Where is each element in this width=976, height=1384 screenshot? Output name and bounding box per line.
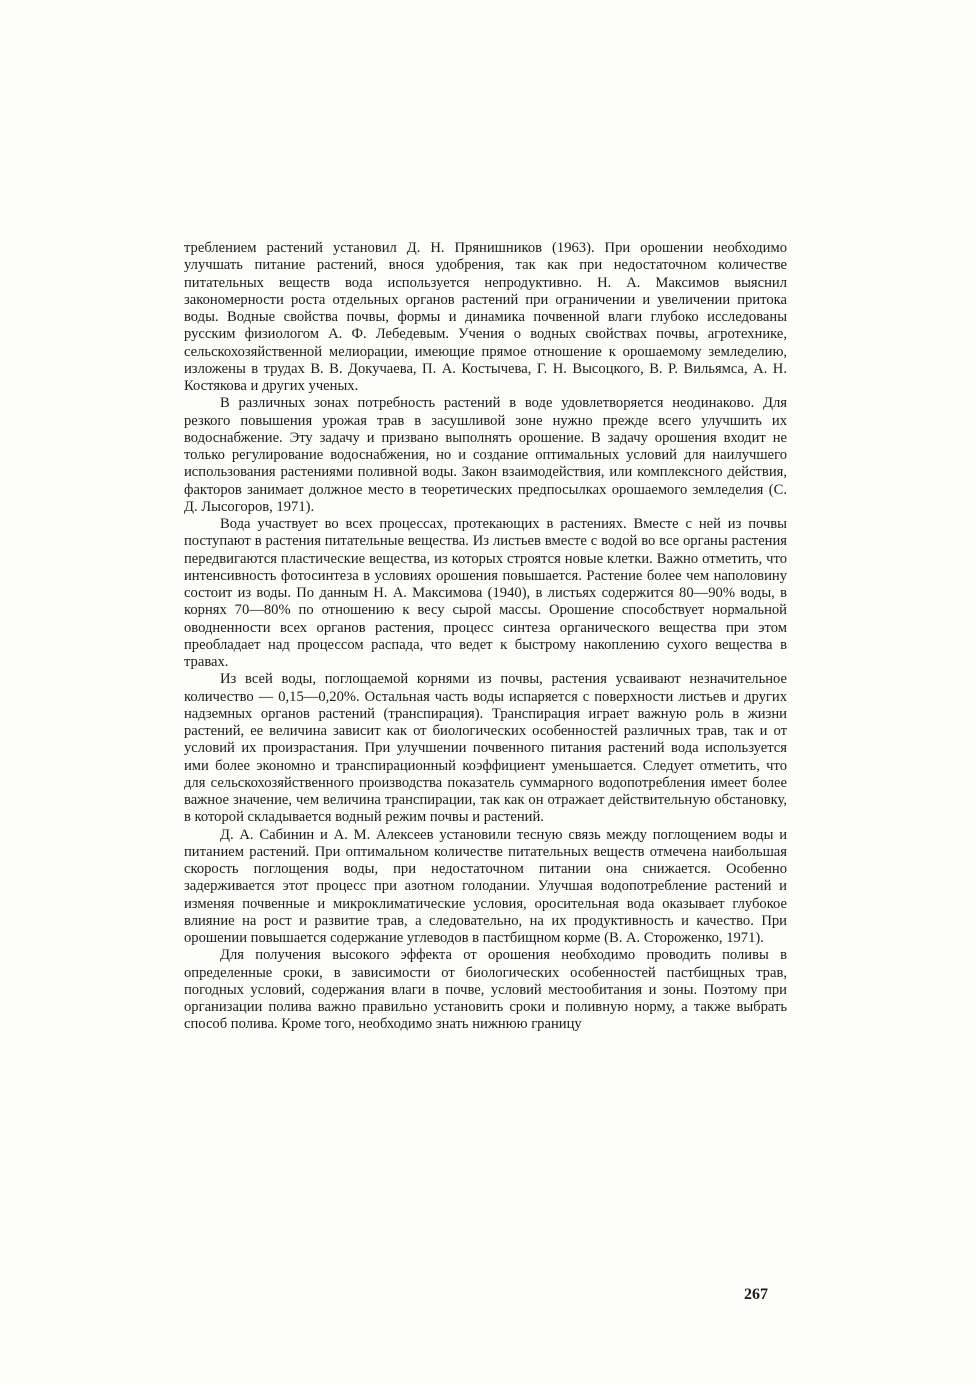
paragraph-1: треблением растений установил Д. Н. Прянишников (1963). При орошении необходимо улучшать питание растений, внося удобрения, так как при недостаточном количестве питательных веществ вода используется непродуктивно. Н. А. Максимов выяснил закономерности роста отдельных органов растений при ограничении и увеличении притока воды. Водные свойства почвы, формы и динамика почвенной влаги глубоко исследованы русским физиологом А. Ф. Лебедевым. Учения о водных свойствах почвы, агротехнике, сельскохозяйственной мелиорации, имеющие прямое отношение к орошаемому земледелию, изложены в трудах В. В. Докучаева, П. А. Костычева, Г. Н. Высоцкого, В. Р. Вильямса, А. Н. Костякова и других ученых. xyxy=(184,240,787,394)
body-text xyxy=(184,240,787,1034)
paragraph-4: Из всей воды, поглощаемой корнями из почвы, растения усваивают незначительное количество — 0,15—0,20%. Остальная часть воды испаряется с поверхности листьев и других надземных органов растений (транспирация). Транспирация играет важную роль в жизни растений, ее величина зависит как от биологических особенностей различных трав, так и от условий их произрастания. При улучшении почвенного питания растений вода используется ими более экономно и транспирационный коэффициент уменьшается. Следует отметить, что для сельскохозяйственного производства показатель суммарного водопотребления имеет более важное значение, чем величина транспирации, так как он отражает действительную обстановку, в которой складывается водный режим почвы и растений. xyxy=(184,671,787,826)
paragraph-5: Д. А. Сабинин и А. М. Алексеев установили тесную связь между поглощением воды и питанием растений. При оптимальном количестве питательных веществ отмечена наибольшая скорость поглощения воды, при недостаточном питании она снижается. Особенно задерживается этот процесс при азотном голодании. Улучшая водопотребление растений и изменяя почвенные и микроклиматические условия, оросительная вода оказывает глубокое влияние на рост и развитие трав, а следовательно, на их продуктивность и качество. При орошении повышается содержание углеводов в пастбищном корме (В. А. Стороженко, 1971). xyxy=(184,826,787,946)
paragraph-3: Вода участвует во всех процессах, протекающих в растениях. Вместе с ней из почвы поступают в растения питательные вещества. Из листьев вместе с водой во все органы растения передвигаются пластические вещества, из которых строятся новые клетки. Важно отметить, что интенсивность фотосинтеза в условиях орошения повышается. Растение более чем наполовину состоит из воды. По данным Н. А. Максимова (1940), в листьях содержится 80—90% воды, в корнях 70—80% по отношению к весу сырой массы. Орошение способствует нормальной оводненности всех органов растения, процесс синтеза органического вещества при этом преобладает над процессом распада, что ведет к быстрому накоплению сухого вещества в травах. xyxy=(184,516,787,670)
paragraph-2: В различных зонах потребность растений в воде удовлетворяется неодинаково. Для резкого повышения урожая трав в засушливой зоне нужно прежде всего улучшить их водоснабжение. Эту задачу и призвано выполнять орошение. В задачу орошения входит не только регулирование водоснабжения, но и создание оптимальных условий для наилучшего использования растениями поливной воды. Закон взаимодействия, или комплексного действия, факторов занимает должное место в теоретических предпосылках орошаемого земледелия (С. Д. Лысогоров, 1971). xyxy=(184,395,787,515)
page-number: 267 xyxy=(744,1286,768,1303)
paragraph-6: Для получения высокого эффекта от орошения необходимо проводить поливы в определенные сроки, в зависимости от биологических особенностей пастбищных трав, погодных условий, содержания влаги в почве, условий местообитания и зоны. Поэтому при организации полива важно правильно установить сроки и поливную норму, а также выбрать способ полива. Кроме того, необходимо знать нижнюю границу xyxy=(184,947,787,1033)
